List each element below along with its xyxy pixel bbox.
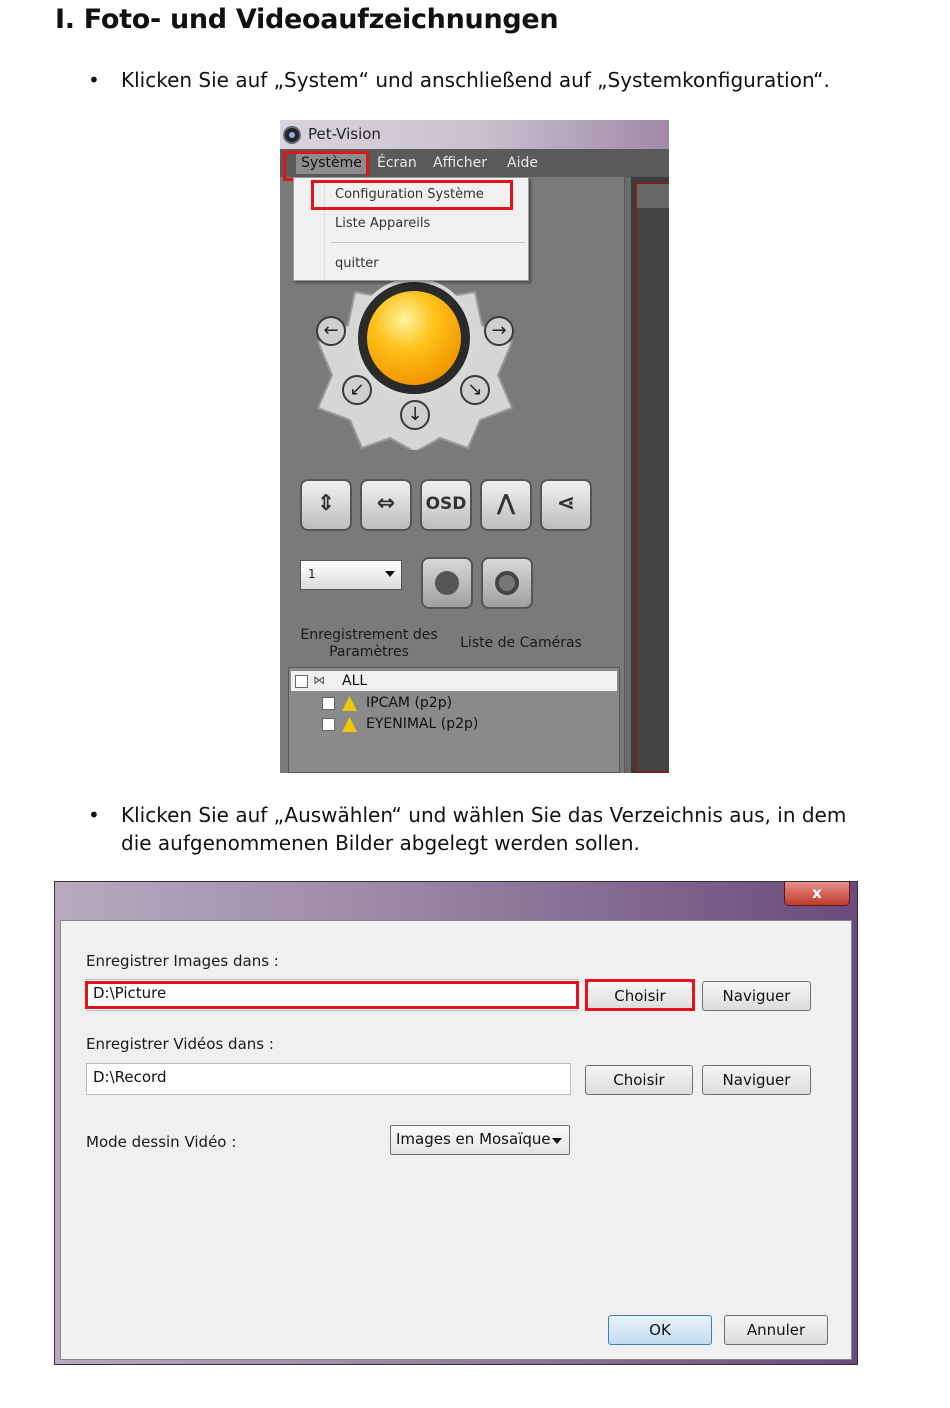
video-panel	[631, 177, 669, 773]
network-icon: ⋈	[313, 673, 325, 687]
tree-label-eyenimal[interactable]: EYENIMAL (p2p)	[366, 716, 479, 732]
menu-item-configuration-systeme[interactable]: Configuration Système	[335, 187, 484, 202]
menu-separator	[331, 242, 525, 243]
instruction-step-2	[88, 801, 848, 857]
camera-list-label: Liste de Caméras	[460, 635, 582, 651]
tree-row-all[interactable]	[291, 671, 617, 691]
instruction-text: Klicken Sie auf „System“ und anschließend auf „Systemkonfiguration“.	[121, 68, 830, 92]
ptz-joystick[interactable]	[358, 282, 470, 394]
menu-item-liste-appareils[interactable]: Liste Appareils	[335, 216, 431, 231]
browse-videos-button[interactable]: Naviguer	[702, 1065, 811, 1095]
params-label	[294, 627, 444, 661]
video-mode-label: Mode dessin Vidéo :	[86, 1133, 237, 1151]
preset-value: 1	[308, 567, 316, 581]
menu-aide[interactable]: Aide	[507, 155, 538, 171]
close-button[interactable]: x	[784, 882, 850, 906]
title-bar	[280, 120, 669, 149]
params-label-line2: Paramètres	[329, 644, 409, 660]
app-title: Pet-Vision	[308, 125, 381, 143]
menu-item-quitter[interactable]: quitter	[335, 256, 379, 271]
bullet-dot: •	[88, 803, 100, 827]
chevron-down-icon	[552, 1138, 562, 1144]
instruction-step-1	[88, 66, 848, 94]
pan-down-right-icon[interactable]: ↘	[460, 375, 490, 405]
gear-icon	[435, 571, 459, 595]
panel-divider	[624, 177, 631, 773]
video-mode-select[interactable]	[390, 1125, 570, 1155]
highlight-choose-button	[585, 979, 695, 1011]
videos-folder-label: Enregistrer Vidéos dans :	[86, 1035, 274, 1053]
menu-afficher[interactable]: Afficher	[433, 155, 488, 171]
record-target-button[interactable]	[481, 557, 533, 609]
pan-down-left-icon[interactable]: ↙	[342, 375, 372, 405]
choose-images-button[interactable]: Choisir	[587, 981, 693, 1011]
video-mode-value: Images en Mosaïque	[396, 1130, 551, 1148]
page-title: I. Foto- und Videoaufzeichnungen	[55, 4, 559, 35]
cancel-button[interactable]: Annuler	[724, 1315, 828, 1345]
pan-left-icon[interactable]: ←	[316, 316, 346, 346]
dialog-client-area	[60, 920, 852, 1360]
images-folder-label: Enregistrer Images dans :	[86, 952, 279, 970]
params-label-line1: Enregistrement des	[300, 627, 438, 643]
instruction-text: Klicken Sie auf „Auswählen“ und wählen Sie das Verzeichnis aus, in dem die aufgenommenen Bilder abgelegt werden sollen.	[121, 803, 847, 855]
highlight-configuration-systeme	[311, 180, 513, 210]
highlight-images-path	[85, 981, 579, 1009]
menu-ecran[interactable]: Écran	[377, 155, 417, 171]
flip-horizontal-button[interactable]: ⇔	[360, 479, 412, 531]
video-frame	[635, 182, 669, 773]
choose-videos-button[interactable]: Choisir	[585, 1065, 693, 1095]
images-path-field[interactable]: D:\Picture	[86, 979, 578, 1011]
ok-button[interactable]: OK	[608, 1315, 712, 1345]
pet-vision-window	[280, 120, 669, 773]
warning-icon	[342, 696, 357, 711]
videos-path-field[interactable]: D:\Record	[86, 1063, 571, 1095]
tree-label-ipcam[interactable]: IPCAM (p2p)	[366, 695, 453, 711]
tree-checkbox-ipcam[interactable]	[322, 697, 335, 710]
bullet-dot: •	[88, 68, 100, 92]
pan-button[interactable]: ⋖	[540, 479, 592, 531]
settings-gear-button[interactable]	[421, 557, 473, 609]
chevron-down-icon	[385, 571, 395, 577]
preset-select[interactable]	[300, 560, 402, 590]
target-icon	[495, 571, 519, 595]
app-logo-icon	[283, 126, 301, 144]
tree-checkbox-eyenimal[interactable]	[322, 718, 335, 731]
camera-tree	[288, 667, 620, 773]
tree-label-all: ALL	[342, 673, 368, 689]
warning-icon	[342, 717, 357, 732]
pan-down-icon[interactable]: ↓	[400, 400, 430, 430]
flip-vertical-button[interactable]: ⇕	[300, 479, 352, 531]
tilt-button[interactable]: ⋀	[480, 479, 532, 531]
browse-images-button[interactable]: Naviguer	[702, 981, 811, 1011]
system-config-dialog	[54, 881, 858, 1365]
menu-systeme[interactable]: Système	[296, 152, 367, 174]
tree-checkbox-all[interactable]	[295, 675, 308, 688]
osd-button[interactable]: OSD	[420, 479, 472, 531]
pan-right-icon[interactable]: →	[484, 316, 514, 346]
